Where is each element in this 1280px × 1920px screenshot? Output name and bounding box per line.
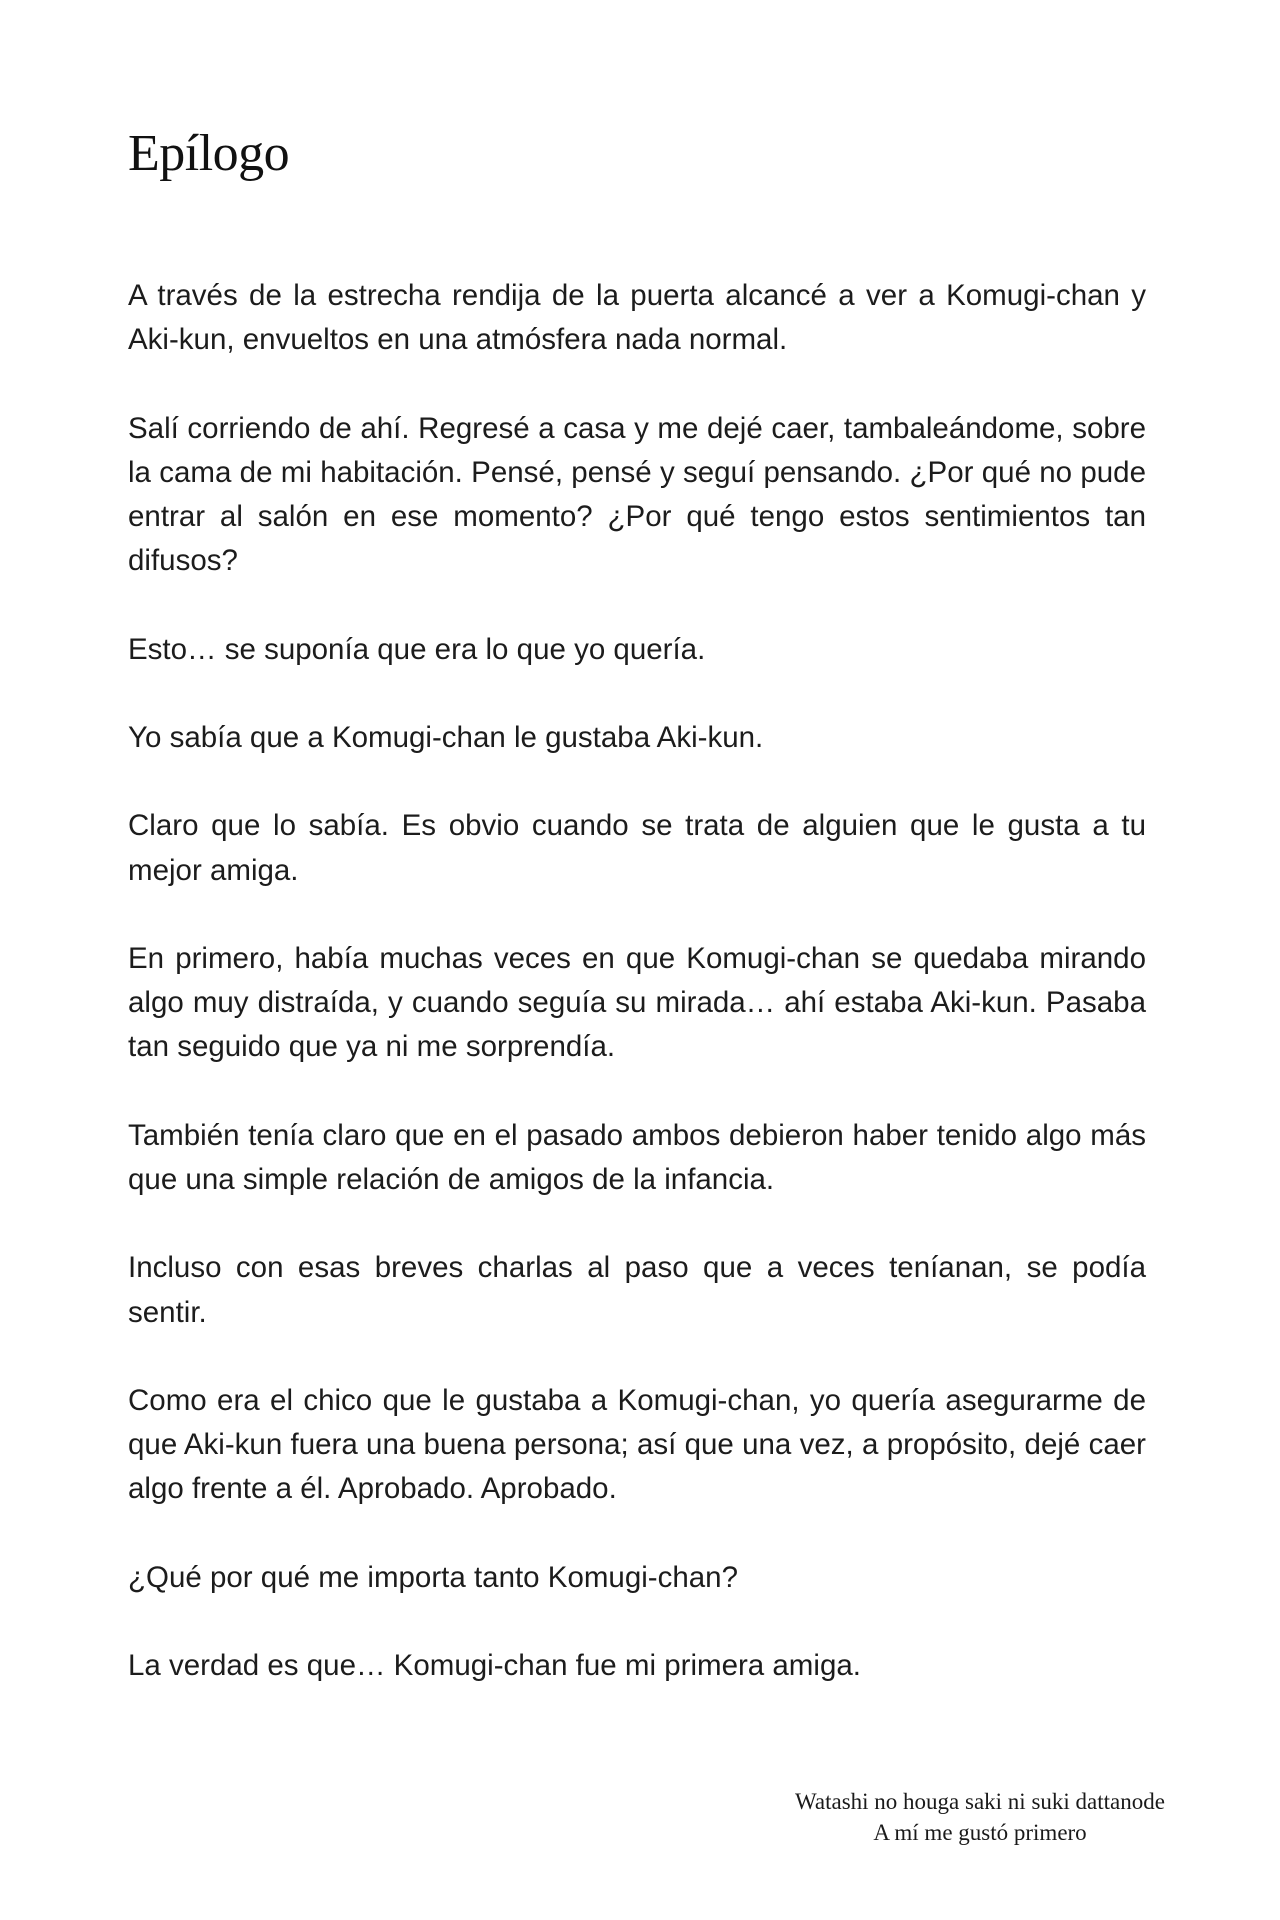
chapter-title: Epílogo	[128, 125, 290, 182]
footer-series-title: Watashi no houga saki ni suki dattanode	[795, 1789, 1165, 1814]
paragraph: Yo sabía que a Komugi-chan le gustaba Aki-kun.	[128, 720, 764, 754]
paragraph: En primero, había muchas veces en que Komugi-chan se quedaba mirando algo muy distraída, y cuando seguía su mirada… ahí estaba Aki-kun. Pasaba tan seguido que ya ni me sorprendía.	[128, 941, 1146, 1064]
footer-series-subtitle: A mí me gustó primero	[873, 1820, 1087, 1845]
paragraph: También tenía claro que en el pasado ambos debieron haber tenido algo más que una simple relación de amigos de la infancia.	[128, 1118, 1146, 1196]
paragraph: Como era el chico que le gustaba a Komugi-chan, yo quería asegurarme de que Aki-kun fuera una buena persona; así que una vez, a propósito, dejé caer algo frente a él. Aprobado. Aprobado.	[128, 1383, 1146, 1506]
paragraph: Salí corriendo de ahí. Regresé a casa y me dejé caer, tambaleándome, sobre la cama de mi habitación. Pensé, pensé y seguí pensando. ¿Por qué no pude entrar al salón en ese momento? ¿Por qué tengo estos sentimientos tan difusos?	[128, 411, 1146, 578]
paragraph: ¿Qué por qué me importa tanto Komugi-chan?	[128, 1560, 738, 1594]
chapter-body	[128, 274, 1146, 1688]
page-footer	[740, 1786, 1220, 1848]
paragraph: Incluso con esas breves charlas al paso que a veces teníanan, se podía sentir.	[128, 1251, 1146, 1329]
paragraph: Esto… se suponía que era lo que yo quería.	[128, 632, 706, 666]
paragraph: La verdad es que… Komugi-chan fue mi primera amiga.	[128, 1649, 861, 1683]
paragraph: Claro que lo sabía. Es obvio cuando se trata de alguien que le gusta a tu mejor amiga.	[128, 809, 1146, 887]
paragraph: A través de la estrecha rendija de la puerta alcancé a ver a Komugi-chan y Aki-kun, envueltos en una atmósfera nada normal.	[128, 279, 1146, 357]
